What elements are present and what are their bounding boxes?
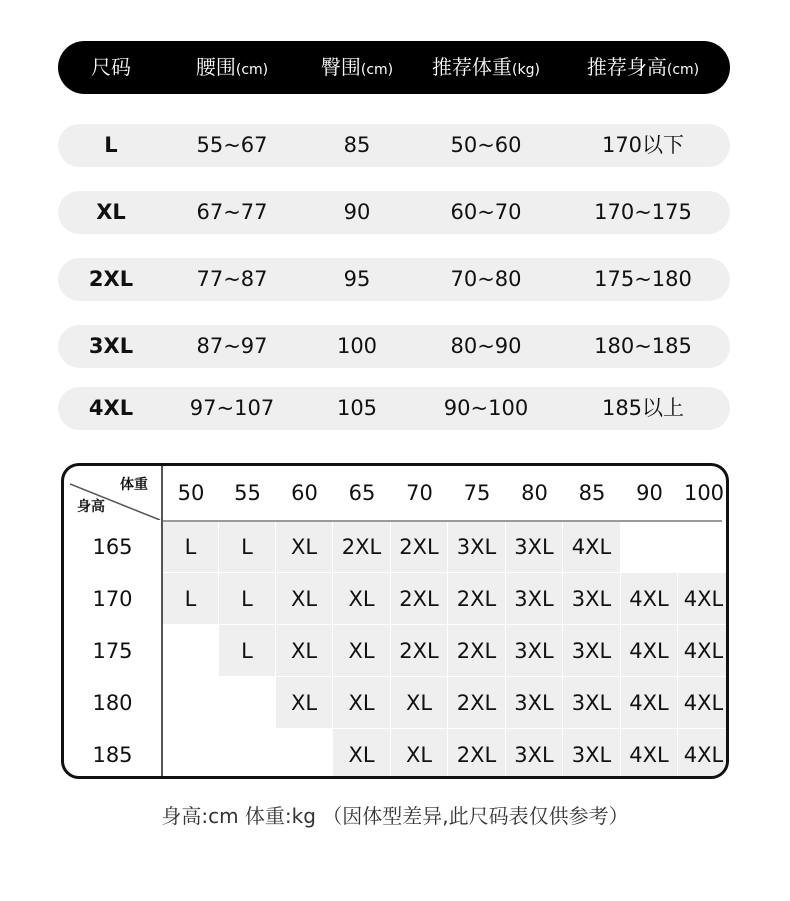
size-cell: 2XL xyxy=(391,521,448,573)
size-value: 105 xyxy=(336,396,378,420)
size-cell: 3XL xyxy=(563,573,621,625)
size-row xyxy=(58,325,730,368)
size-cell: L xyxy=(219,573,276,625)
size-cell: 3XL xyxy=(563,625,621,677)
size-value: 90 xyxy=(343,200,371,224)
size-value: 80~90 xyxy=(450,334,522,358)
weight-header: 60 xyxy=(291,481,318,505)
size-cell: L xyxy=(163,573,219,625)
header-divider xyxy=(161,520,722,522)
size-cell: 4XL xyxy=(563,521,621,573)
height-header: 175 xyxy=(92,639,133,663)
size-cell: XL xyxy=(391,677,448,729)
size-cell: XL xyxy=(276,625,333,677)
size-cell: 3XL xyxy=(506,729,563,779)
size-value: 95 xyxy=(343,267,371,291)
size-value: 67~77 xyxy=(196,200,268,224)
size-value: 60~70 xyxy=(450,200,522,224)
size-cell: 2XL xyxy=(448,677,506,729)
header-label: 尺码 xyxy=(91,55,131,79)
header-unit: (cm) xyxy=(666,62,700,78)
header-cell xyxy=(196,41,268,94)
weight-header: 90 xyxy=(636,481,663,505)
size-value: 70~80 xyxy=(450,267,522,291)
weight-header: 65 xyxy=(348,481,376,505)
empty-cell xyxy=(163,625,219,677)
height-header: 170 xyxy=(92,587,133,611)
size-value: 77~87 xyxy=(196,267,268,291)
empty-cell xyxy=(219,729,276,779)
size-matrix xyxy=(61,463,729,779)
size-cell: 2XL xyxy=(333,521,391,573)
size-value: 87~97 xyxy=(196,334,268,358)
size-cell: XL xyxy=(333,729,391,779)
header-cell xyxy=(321,41,393,94)
empty-cell xyxy=(219,677,276,729)
size-cell: 3XL xyxy=(448,521,506,573)
weight-header: 50 xyxy=(177,481,205,505)
size-cell: 2XL xyxy=(391,625,448,677)
size-cell: 4XL xyxy=(621,677,678,729)
weight-header: 85 xyxy=(578,481,606,505)
size-row xyxy=(58,124,730,167)
empty-cell xyxy=(163,729,219,779)
size-cell: XL xyxy=(276,573,333,625)
header-cell xyxy=(432,41,540,94)
size-cell: 4XL xyxy=(678,729,729,779)
header-cell xyxy=(91,41,131,94)
size-cell: 3XL xyxy=(563,729,621,779)
header-unit: (kg) xyxy=(512,62,540,78)
size-cell: 4XL xyxy=(678,573,729,625)
header-label: 臀围 xyxy=(320,55,361,79)
corner-weight-label: 体重 xyxy=(120,477,148,493)
height-header: 165 xyxy=(92,535,133,559)
size-value: 170~175 xyxy=(594,200,692,224)
size-cell: 3XL xyxy=(506,521,563,573)
header-cell xyxy=(587,41,699,94)
weight-header: 55 xyxy=(234,481,261,505)
size-cell: XL xyxy=(391,729,448,779)
size-row xyxy=(58,387,730,430)
header-label: 推荐体重 xyxy=(432,55,513,79)
header-unit: (cm) xyxy=(360,62,394,78)
size-cell: 3XL xyxy=(563,677,621,729)
size-cell: 2XL xyxy=(391,573,448,625)
size-row xyxy=(58,258,730,301)
size-label: L xyxy=(104,133,118,157)
size-value: 50~60 xyxy=(450,133,522,157)
size-label: 3XL xyxy=(88,334,134,358)
size-value: 170以下 xyxy=(601,133,685,157)
weight-header: 100 xyxy=(683,481,725,505)
size-row xyxy=(58,191,730,234)
size-cell: 2XL xyxy=(448,729,506,779)
column-divider xyxy=(161,466,163,778)
size-cell: 3XL xyxy=(506,625,563,677)
height-header: 180 xyxy=(92,691,133,715)
size-label: 2XL xyxy=(88,267,134,291)
size-value: 185以上 xyxy=(601,396,685,420)
size-value: 100 xyxy=(336,334,378,358)
size-cell: 4XL xyxy=(678,677,729,729)
size-cell: XL xyxy=(333,677,391,729)
weight-header: 75 xyxy=(463,481,491,505)
size-cell: L xyxy=(219,521,276,573)
empty-cell xyxy=(621,521,678,573)
size-cell: 4XL xyxy=(621,625,678,677)
empty-cell xyxy=(163,677,219,729)
header-unit: (cm) xyxy=(235,62,269,78)
size-cell: 4XL xyxy=(678,625,729,677)
size-cell: XL xyxy=(276,677,333,729)
empty-cell xyxy=(276,729,333,779)
size-value: 175~180 xyxy=(594,267,692,291)
size-value: 90~100 xyxy=(443,396,529,420)
size-value: 55~67 xyxy=(196,133,268,157)
header-label: 推荐身高 xyxy=(586,55,667,79)
size-cell: XL xyxy=(276,521,333,573)
weight-header: 70 xyxy=(406,481,433,505)
size-label: 4XL xyxy=(88,396,134,420)
size-cell: L xyxy=(163,521,219,573)
corner-height-label: 身高 xyxy=(77,499,105,515)
size-value: 97~107 xyxy=(189,396,275,420)
size-cell: 4XL xyxy=(621,729,678,779)
header-label: 腰围 xyxy=(195,55,236,79)
weight-header: 80 xyxy=(521,481,548,505)
size-cell: XL xyxy=(333,573,391,625)
size-cell: 2XL xyxy=(448,573,506,625)
size-cell: 3XL xyxy=(506,573,563,625)
size-value: 85 xyxy=(343,133,371,157)
height-header: 185 xyxy=(92,743,133,767)
size-cell: L xyxy=(219,625,276,677)
size-cell: XL xyxy=(333,625,391,677)
footnote: 身高:cm 体重:kg （因体型差异,此尺码表仅供参考） xyxy=(161,804,629,828)
size-cell: 2XL xyxy=(448,625,506,677)
size-cell: 3XL xyxy=(506,677,563,729)
empty-cell xyxy=(678,521,729,573)
size-value: 180~185 xyxy=(594,334,692,358)
size-cell: 4XL xyxy=(621,573,678,625)
size-table-header xyxy=(58,41,730,94)
size-label: XL xyxy=(96,200,126,224)
